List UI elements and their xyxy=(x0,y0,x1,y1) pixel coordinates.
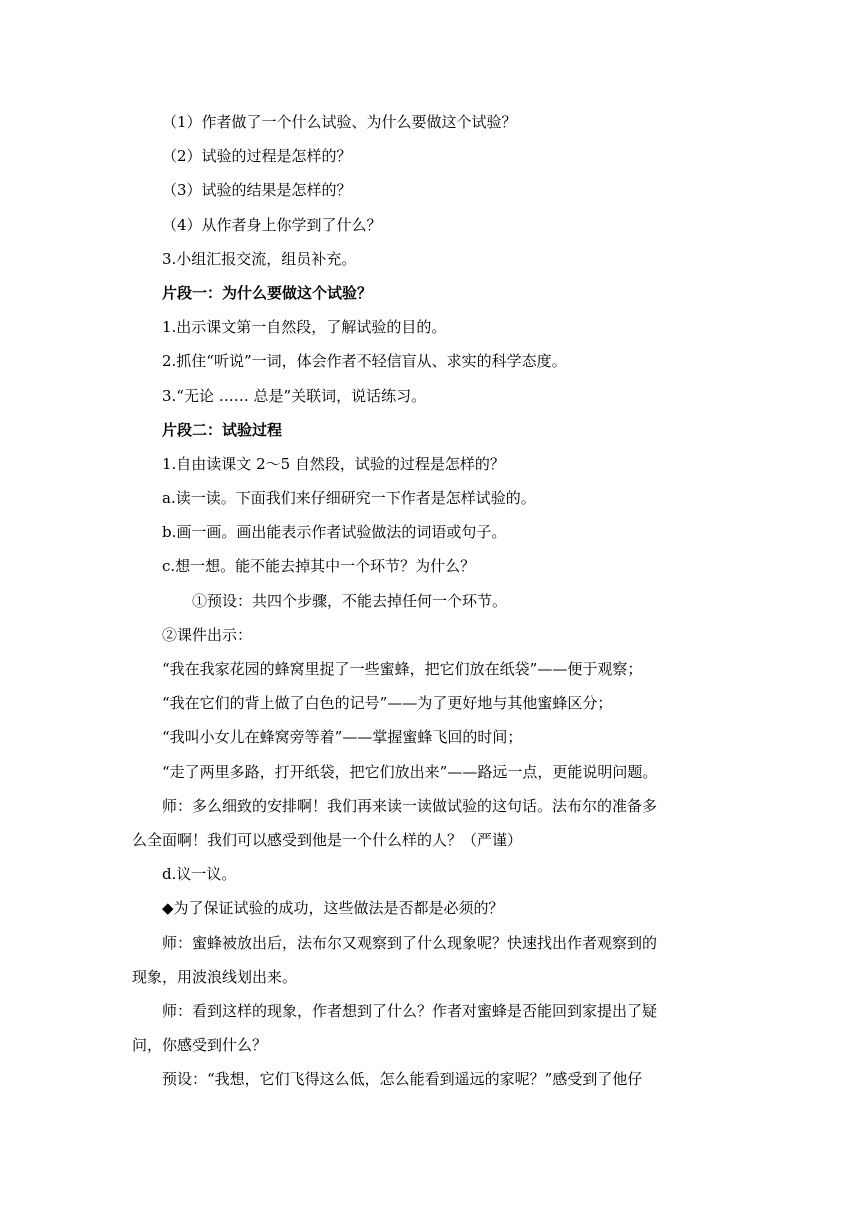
text-line: “走了两里多路，打开纸袋，把它们放出来”——路远一点，更能说明问题。 xyxy=(162,762,658,781)
text-line: “我在它们的背上做了白色的记号”——为了更好地与其他蜜蜂区分； xyxy=(162,694,613,713)
text-line: ①预设：共四个步骤，不能去掉任何一个环节。 xyxy=(192,591,508,610)
text-line: a.读一读。下面我们来仔细研究一下作者是怎样试验的。 xyxy=(162,489,536,508)
text-line: （3）试验的结果是怎样的？ xyxy=(162,181,352,200)
text-line: d.议一议。 xyxy=(162,865,237,884)
text-line: （4）从作者身上你学到了什么？ xyxy=(162,215,382,234)
text-line: 1.自由读课文 2～5 自然段，试验的过程是怎样的？ xyxy=(162,454,505,473)
text-line: “我叫小女儿在蜂窝旁等着”——掌握蜜蜂飞回的时间； xyxy=(162,728,523,747)
text-line: 师：看到这样的现象，作者想到了什么？作者对蜜蜂是否能回到家提出了疑 xyxy=(162,1001,658,1020)
text-line: ◆为了保证试验的成功，这些做法是否都是必须的？ xyxy=(162,899,504,918)
text-line: “我在我家花园的蜂窝里捉了一些蜜蜂，把它们放在纸袋”——便于观察； xyxy=(162,660,643,678)
text-line: 预设：“我想，它们飞得这么低，怎么能看到遥远的家呢？”感受到了他仔 xyxy=(162,1070,643,1089)
text-line: 1.出示课文第一自然段，了解试验的目的。 xyxy=(162,318,447,337)
text-line: 2.抓住“听说”一词，体会作者不轻信盲从、求实的科学态度。 xyxy=(162,352,567,371)
text-line: c.想一想。能不能去掉其中一个环节？为什么？ xyxy=(162,557,476,576)
text-line: （1）作者做了一个什么试验、为什么要做这个试验？ xyxy=(162,113,517,131)
text-line: 3.“无论 …… 总是”关联词，说话练习。 xyxy=(162,386,427,405)
section-heading: 片段一：为什么要做这个试验？ xyxy=(162,283,373,302)
text-line: （2）试验的过程是怎样的？ xyxy=(162,147,352,166)
text-line: ②课件出示： xyxy=(162,625,253,644)
text-line: 师：蜜蜂被放出后，法布尔又观察到了什么现象呢？快速找出作者观察到的 xyxy=(162,933,658,952)
text-line: 师：多么细致的安排啊！我们再来读一读做试验的这句话。法布尔的准备多 xyxy=(162,796,658,815)
section-heading: 片段二：试验过程 xyxy=(162,420,283,439)
text-line: b.画一画。画出能表示作者试验做法的词语或句子。 xyxy=(162,523,507,542)
text-line: 问，你感受到什么？ xyxy=(132,1036,268,1055)
text-line: 3.小组汇报交流，组员补充。 xyxy=(162,249,357,268)
document-body xyxy=(132,105,742,1096)
text-line: 么全面啊！我们可以感受到他是一个什么样的人？（严谨） xyxy=(132,830,523,849)
text-line: 现象，用波浪线划出来。 xyxy=(132,967,298,986)
